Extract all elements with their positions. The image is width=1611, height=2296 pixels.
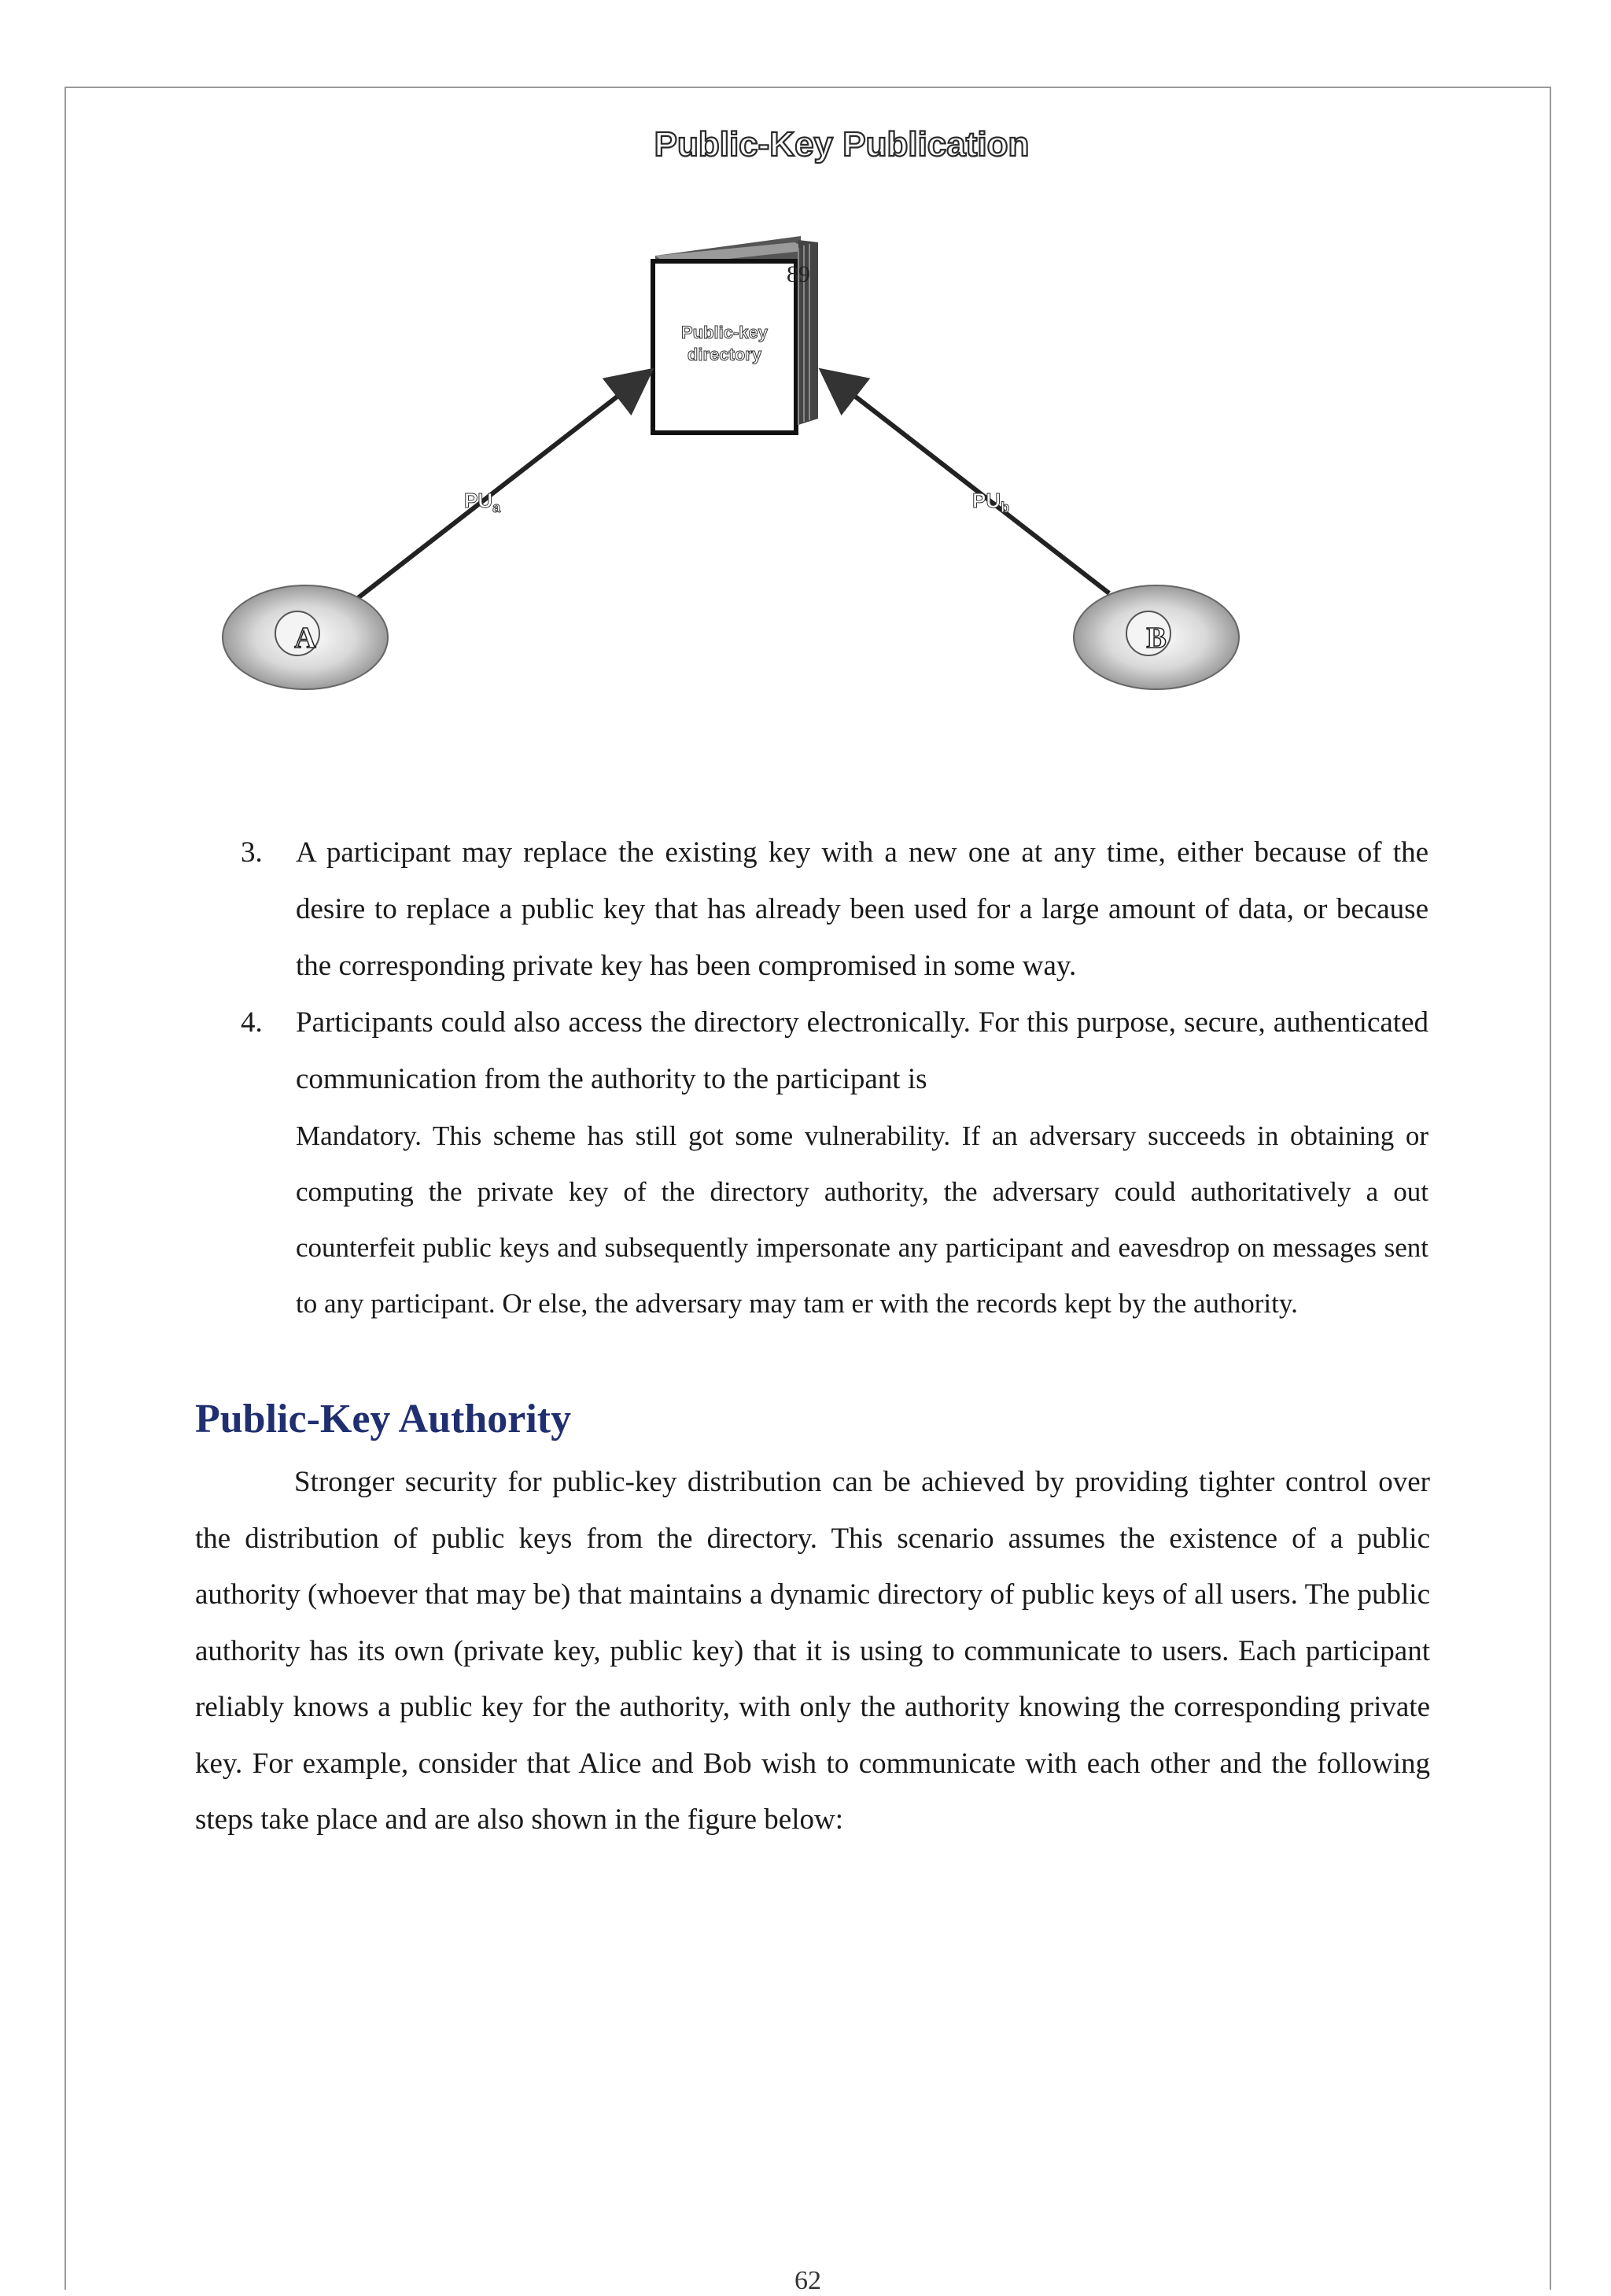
list-item-continuation: Mandatory. This scheme has still got some vulnerability. If an adversary succeeds in obtaining or computing the private key of the directory authority, the adversary could authoritatively a out counterfeit public keys and subsequently impersonate any participant and eavesdrop on messages sent to any participant. Or else, the adversary may tam er with the records kept by the authority. (296, 1120, 1429, 1319)
figure-title: Public-Key Publication (654, 125, 1030, 164)
node-b-label: B (1146, 622, 1167, 655)
arrow-left-label-main: PU (464, 489, 493, 512)
arrow-right-label (972, 489, 1009, 515)
node-a-label: A (294, 622, 316, 655)
list-item-number: 4. (241, 1006, 263, 1039)
arrow-left-label-sub: a (492, 500, 501, 515)
book-number: 89 (787, 261, 810, 287)
section-paragraph: Stronger security for public-key distribution can be achieved by providing tighter control over the distribution of public keys from the directory. This scenario assumes the existence of a public authority (whoever that may be) that maintains a dynamic directory of public keys of all users. The public authority has its own (private key, public key) that it is using to communicate to users. Each participant reliably knows a public key for the authority, with only the authority knowing the corresponding private key. For example, consider that Alice and Bob wish to communicate with each other and the following steps take place and are also shown in the figure below: (195, 1466, 1430, 1836)
arrow-a-to-directory (358, 374, 647, 598)
public-key-publication-figure (212, 110, 1251, 740)
list-item-text: A participant may replace the existing key with a new one at any time, either because of the desire to replace a public key that has already been used for a large amount of data, or because the corresponding private key has been compromised in some way. (296, 836, 1429, 982)
figure-svg (212, 110, 1251, 740)
list-item-text: Participants could also access the directory electronically. For this purpose, secure, authenticated communication from the authority to the participant is (296, 1006, 1429, 1095)
page-number: 62 (794, 2266, 821, 2295)
list-item (241, 825, 1429, 995)
arrow-right-label-main: PU (972, 489, 1001, 512)
directory-label-line2: directory (687, 345, 762, 364)
arrow-b-to-directory (826, 374, 1109, 593)
directory-label-line1: Public-key (680, 323, 769, 342)
section-heading: Public-Key Authority (195, 1397, 572, 1441)
list-item-number: 3. (241, 836, 263, 869)
list-item (241, 995, 1429, 1108)
numbered-list (241, 825, 1429, 1331)
arrow-right-label-sub: b (1001, 500, 1010, 515)
